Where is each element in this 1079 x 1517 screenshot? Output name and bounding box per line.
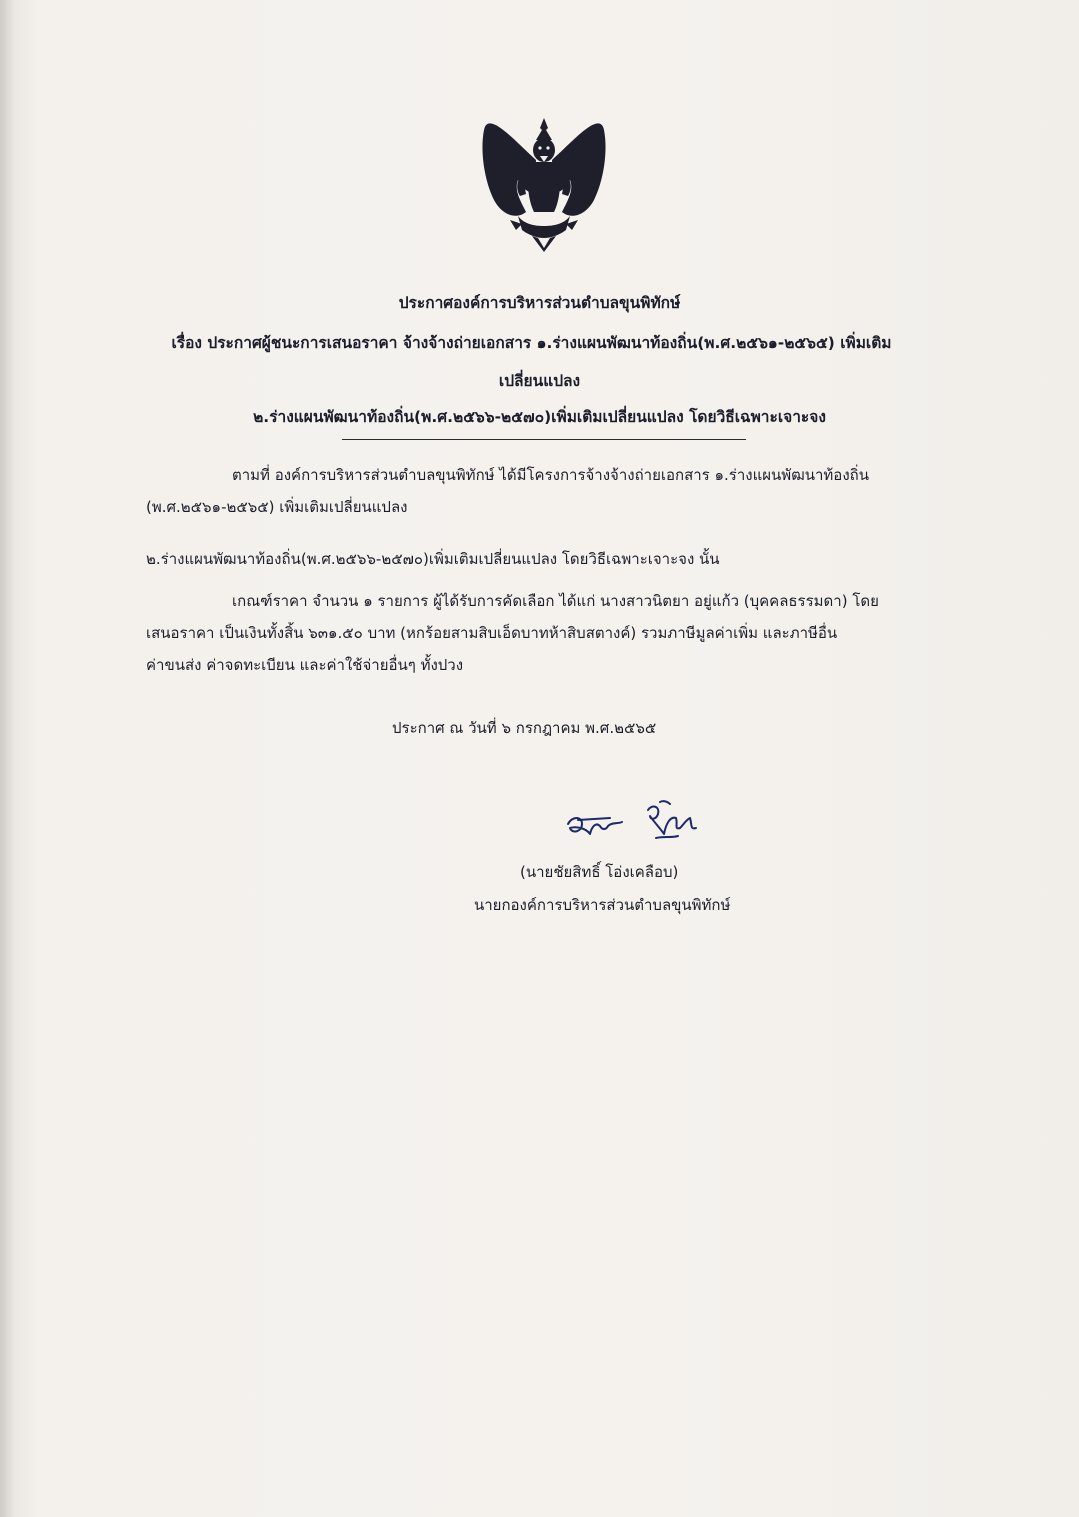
scan-edge-shadow [0, 0, 14, 1517]
signatory-name: (นายชัยสิทธิ์ โอ่งเคลือบ) [520, 863, 679, 881]
signatory-position: นายกองค์การบริหารส่วนตำบลขุนพิทักษ์ [474, 896, 731, 914]
para1-line1: ตามที่ องค์การบริหารส่วนตำบลขุนพิทักษ์ ได้มีโครงการจ้างจ้างถ่ายเอกสาร ๑.ร่างแผนพัฒนาท้องถิ่น [232, 466, 869, 484]
para2-line1: ๒.ร่างแผนพัฒนาท้องถิ่น(พ.ศ.๒๕๖๖-๒๕๗๐)เพิ่มเติมเปลี่ยนแปลง โดยวิธีเฉพาะเจาะจง นั้น [146, 550, 720, 568]
garuda-emblem-icon [474, 100, 614, 260]
subject-line-2: เปลี่ยนแปลง [498, 372, 581, 390]
para3-line2: เสนอราคา เป็นเงินทั้งสิ้น ๖๓๑.๕๐ บาท (หกร้อยสามสิบเอ็ดบาทห้าสิบสตางค์) รวมภาษีมูลค่าเพิ่ม และภาษีอื่น [146, 624, 838, 642]
para3-line1: เกณฑ์ราคา จำนวน ๑ รายการ ผู้ได้รับการคัดเลือก ได้แก่ นางสาวนิตยา อยู่แก้ว (บุคคลธรรมดา) โดย [232, 592, 879, 610]
announcement-date: ประกาศ ณ วันที่ ๖ กรกฎาคม พ.ศ.๒๕๖๕ [392, 719, 657, 737]
para1-line2: (พ.ศ.๒๕๖๑-๒๕๖๕) เพิ่มเติมเปลี่ยนแปลง [146, 498, 408, 516]
subject-line-3: ๒.ร่างแผนพัฒนาท้องถิ่น(พ.ศ.๒๕๖๖-๒๕๗๐)เพิ่มเติมเปลี่ยนแปลง โดยวิธีเฉพาะเจาะจง [253, 408, 826, 426]
handwritten-signature [560, 798, 710, 846]
org-announcement-title: ประกาศองค์การบริหารส่วนตำบลขุนพิทักษ์ [398, 294, 681, 312]
subject-line-1: เรื่อง ประกาศผู้ชนะการเสนอราคา จ้างจ้างถ่ายเอกสาร ๑.ร่างแผนพัฒนาท้องถิ่น(พ.ศ.๒๕๖๑-๒๕๖๕) เพิ่มเติม [171, 334, 892, 352]
header-divider [342, 439, 746, 440]
para3-line3: ค่าขนส่ง ค่าจดทะเบียน และค่าใช้จ่ายอื่นๆ ทั้งปวง [146, 656, 464, 674]
